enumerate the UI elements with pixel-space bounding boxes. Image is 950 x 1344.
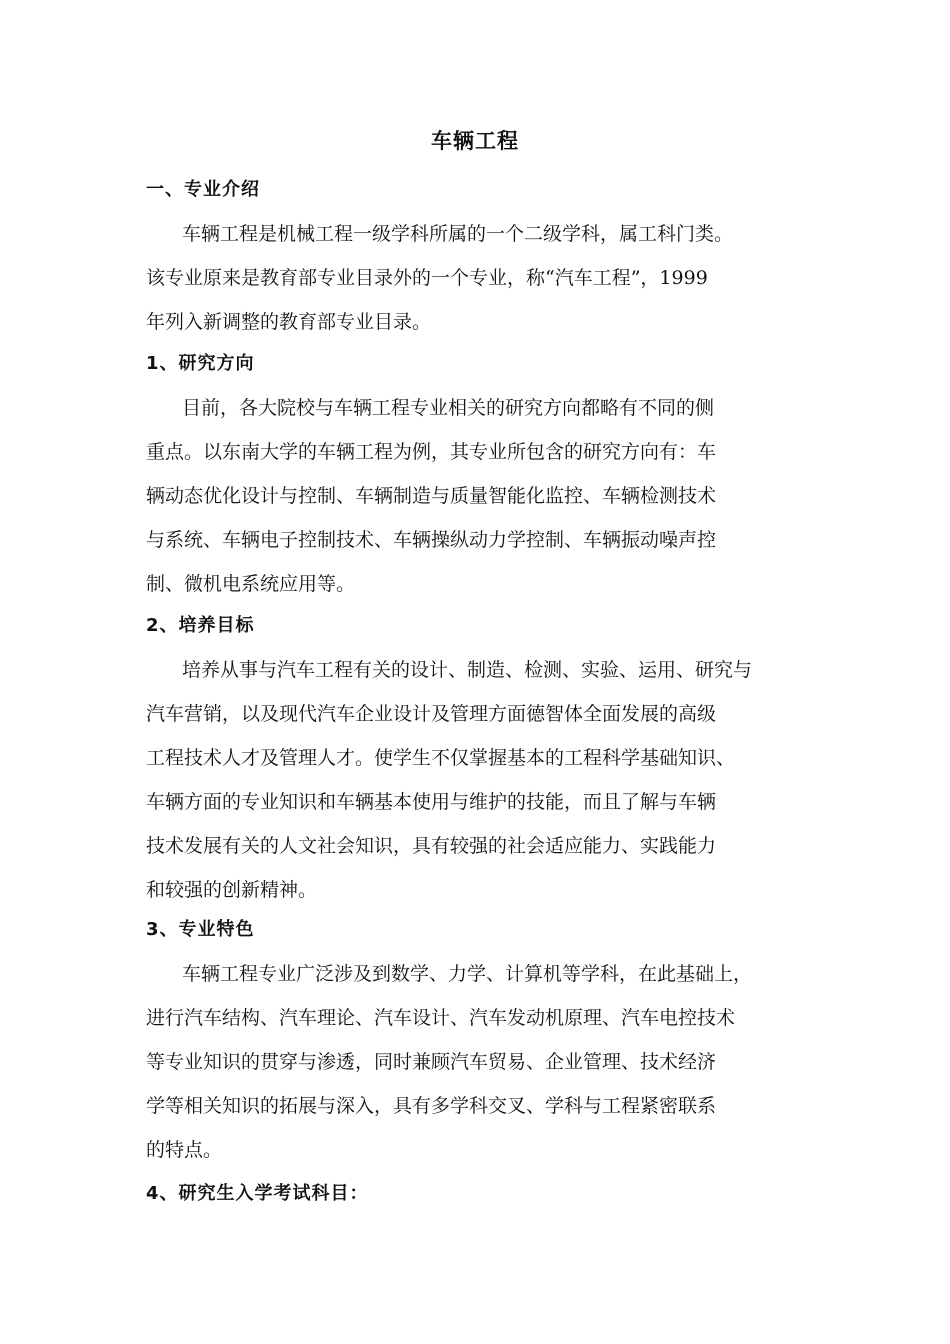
paragraph-research (146, 386, 716, 606)
text-line: 培养从事与汽车工程有关的设计、制造、检测、实验、运用、研究与 (182, 659, 753, 681)
section-heading-goals: 2、培养目标 (146, 615, 255, 636)
paragraph-features (146, 952, 752, 1172)
section-heading-intro: 一、专业介绍 (146, 179, 260, 200)
paragraph-intro (146, 212, 733, 344)
text-line: 制、微机电系统应用等。 (146, 573, 356, 595)
text-line: 该专业原来是教育部专业目录外的一个专业，称“汽车工程”，1999 (146, 267, 708, 289)
text-line: 重点。以东南大学的车辆工程为例，其专业所包含的研究方向有：车 (146, 441, 717, 463)
text-line: 学等相关知识的拓展与深入，具有多学科交叉、学科与工程紧密联系 (146, 1095, 717, 1117)
text-line: 车辆工程是机械工程一级学科所属的一个二级学科，属工科门类。 (182, 223, 734, 245)
section-heading-features: 3、专业特色 (146, 919, 255, 940)
section-heading-research: 1、研究方向 (146, 353, 255, 374)
text-line: 进行汽车结构、汽车理论、汽车设计、汽车发动机原理、汽车电控技术 (146, 1007, 736, 1029)
paragraph-goals (146, 648, 752, 912)
text-line: 目前，各大院校与车辆工程专业相关的研究方向都略有不同的侧 (182, 397, 715, 419)
text-line: 车辆方面的专业知识和车辆基本使用与维护的技能，而且了解与车辆 (146, 791, 717, 813)
text-line: 和较强的创新精神。 (146, 879, 318, 901)
text-line: 的特点。 (146, 1139, 223, 1161)
text-line: 技术发展有关的人文社会知识，具有较强的社会适应能力、实践能力 (146, 835, 717, 857)
text-line: 车辆工程专业广泛涉及到数学、力学、计算机等学科，在此基础上， (182, 963, 753, 985)
text-line: 工程技术人才及管理人才。使学生不仅掌握基本的工程科学基础知识、 (146, 747, 736, 769)
section-heading-exam: 4、研究生入学考试科目： (146, 1183, 369, 1204)
text-line: 年列入新调整的教育部专业目录。 (146, 311, 432, 333)
document-title: 车辆工程 (431, 129, 519, 153)
text-line: 辆动态优化设计与控制、车辆制造与质量智能化监控、车辆检测技术 (146, 485, 717, 507)
text-line: 与系统、车辆电子控制技术、车辆操纵动力学控制、车辆振动噪声控 (146, 529, 717, 551)
text-line: 汽车营销，以及现代汽车企业设计及管理方面德智体全面发展的高级 (146, 703, 717, 725)
text-line: 等专业知识的贯穿与渗透，同时兼顾汽车贸易、企业管理、技术经济 (146, 1051, 717, 1073)
